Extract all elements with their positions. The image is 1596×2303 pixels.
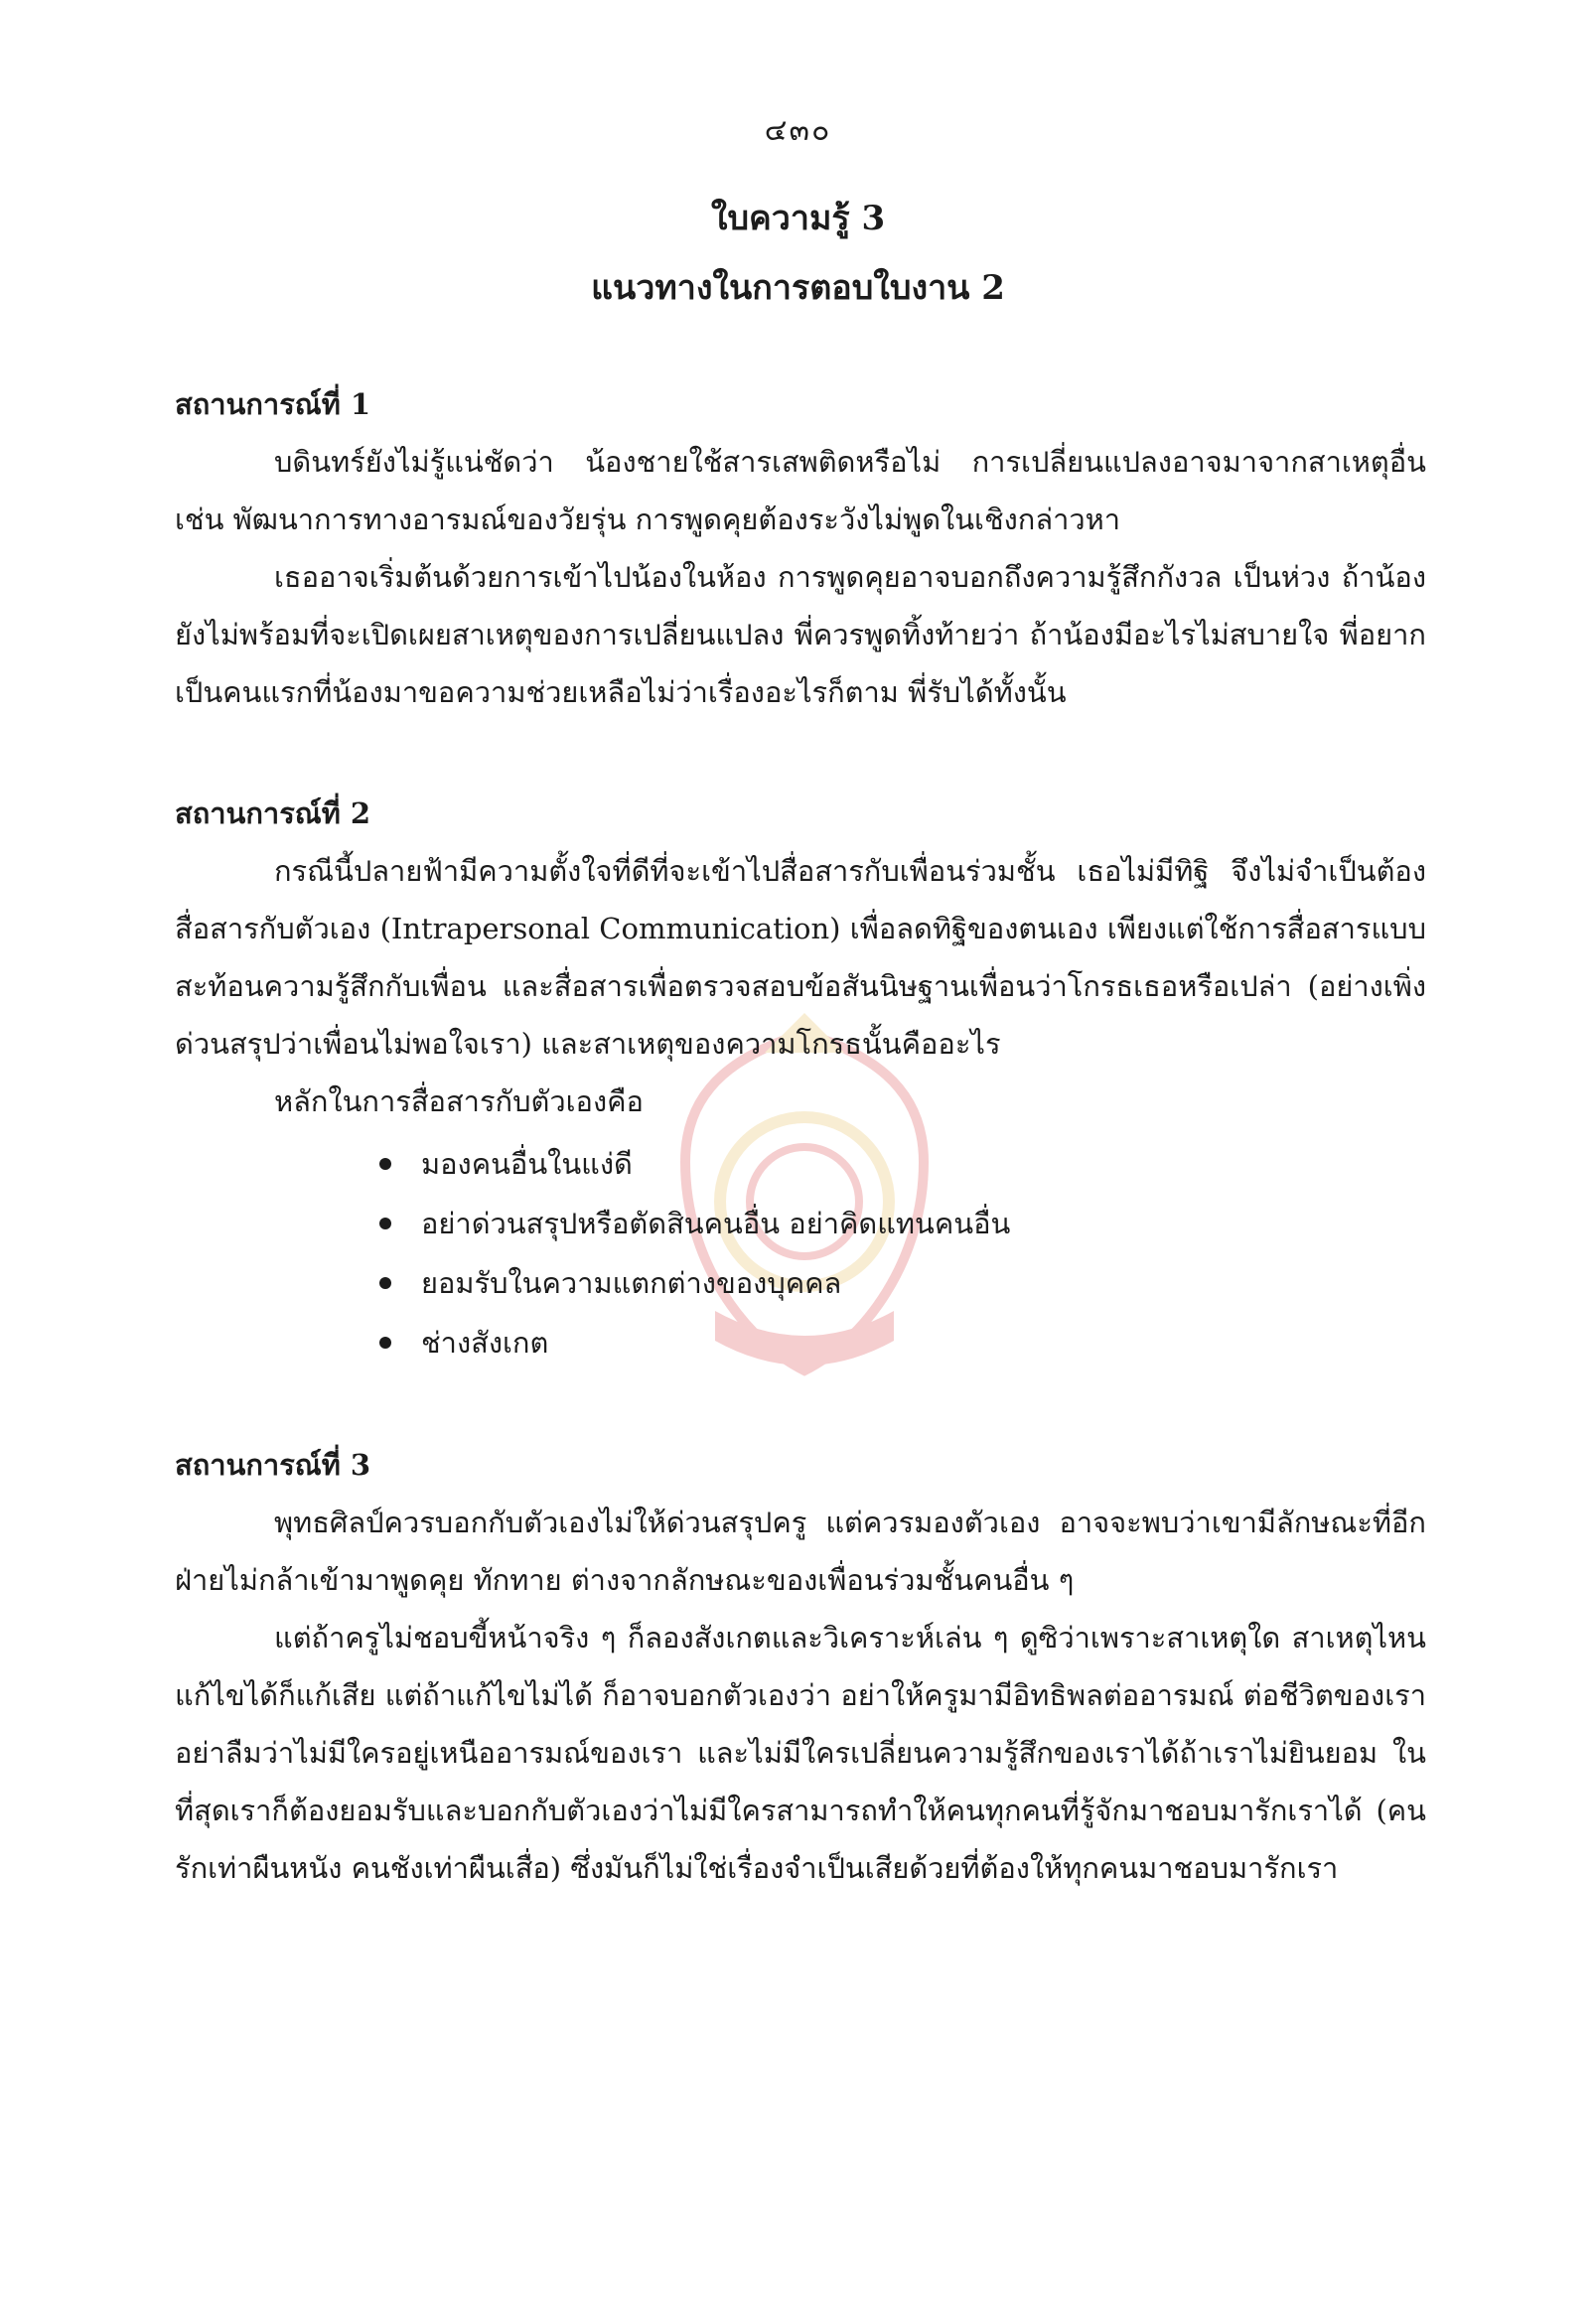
list-item: [379, 1313, 1426, 1372]
section-situation-2: [175, 785, 1426, 1372]
list-item-text: ช่างสังเกต: [421, 1326, 549, 1360]
document-subtitle: แนวทางในการตอบใบงาน 2: [591, 268, 1005, 308]
paragraph: แต่ถ้าครูไม่ชอบขี้หน้าจริง ๆ ก็ลองสังเกตและวิเคราะห์เล่น ๆ ดูซิว่าเพราะสาเหตุใด สาเหตุไหนแก้ไขได้ก็แก้เสีย แต่ถ้าแก้ไขไม่ได้ ก็อาจบอกตัวเองว่า อย่าให้ครูมามีอิทธิพลต่ออารมณ์ ต่อชีวิตของเรา อย่าลืมว่าไม่มีใครอยู่เหนืออารมณ์ของเรา และไม่มีใครเปลี่ยนความรู้สึกของเราได้ถ้าเราไม่ยินยอม ในที่สุดเราก็ต้องยอมรับและบอกกับตัวเองว่าไม่มีใครสามารถทำให้คนทุกคนที่รู้จักมาชอบมารักเราได้ (คนรักเท่าผืนหนัง คนชังเท่าผืนเสื่อ) ซึ่งมันก็ไม่ใช่เรื่องจำเป็นเสียด้วยที่ต้องให้ทุกคนมาชอบมารักเรา: [175, 1621, 1426, 1885]
list-lead: หลักในการสื่อสารกับตัวเองคือ: [274, 1084, 644, 1118]
bullet-icon: [379, 1158, 391, 1170]
bullet-icon: [379, 1277, 391, 1289]
section-situation-1: [175, 375, 1426, 721]
list-item: [379, 1253, 1426, 1313]
paragraph: กรณีนี้ปลายฟ้ามีความตั้งใจที่ดีที่จะเข้าไปสื่อสารกับเพื่อนร่วมชั้น เธอไม่มีทิฐิ จึงไม่จำเป็นต้องสื่อสารกับตัวเอง (Intrapersonal Communication) เพื่อลดทิฐิของตนเอง เพียงแต่ใช้การสื่อสารแบบสะท้อนความรู้สึกกับเพื่อน และสื่อสารเพื่อตรวจสอบข้อสันนิษฐานเพื่อนว่าโกรธเธอหรือเปล่า (อย่างเพิ่งด่วนสรุปว่าเพื่อนไม่พอใจเรา) และสาเหตุของความโกรธนั้นคืออะไร: [175, 854, 1426, 1061]
paragraph: พุทธศิลป์ควรบอกกับตัวเองไม่ให้ด่วนสรุปครู แต่ควรมองตัวเอง อาจจะพบว่าเขามีลักษณะที่อีกฝ่ายไม่กล้าเข้ามาพูดคุย ทักทาย ต่างจากลักษณะของเพื่อนร่วมชั้นคนอื่น ๆ: [175, 1506, 1426, 1597]
section-situation-3: [175, 1436, 1426, 1897]
section-heading: สถานการณ์ที่ 3: [175, 1448, 371, 1482]
principles-list: [175, 1134, 1426, 1372]
bullet-icon: [379, 1337, 391, 1349]
list-item-text: อย่าด่วนสรุปหรือตัดสินคนอื่น อย่าคิดแทนคนอื่น: [421, 1207, 1011, 1240]
section-heading: สถานการณ์ที่ 1: [175, 387, 371, 421]
document-title: ใบความรู้ 3: [710, 199, 886, 238]
paragraph: บดินทร์ยังไม่รู้แน่ชัดว่า น้องชายใช้สารเสพติดหรือไม่ การเปลี่ยนแปลงอาจมาจากสาเหตุอื่น เช่น พัฒนาการทางอารมณ์ของวัยรุ่น การพูดคุยต้องระวังไม่พูดในเชิงกล่าวหา: [175, 445, 1426, 536]
list-item: [379, 1194, 1426, 1253]
section-heading: สถานการณ์ที่ 2: [175, 796, 371, 830]
list-item-text: มองคนอื่นในแง่ดี: [421, 1147, 633, 1181]
document-body: [175, 375, 1426, 1960]
list-item: [379, 1134, 1426, 1194]
list-item-text: ยอมรับในความแตกต่างของบุคคล: [421, 1266, 842, 1300]
page-number: ๔๓๐: [764, 113, 832, 148]
bullet-icon: [379, 1218, 391, 1229]
paragraph: เธออาจเริ่มต้นด้วยการเข้าไปน้องในห้อง การพูดคุยอาจบอกถึงความรู้สึกกังวล เป็นห่วง ถ้าน้องยังไม่พร้อมที่จะเปิดเผยสาเหตุของการเปลี่ยนแปลง พี่ควรพูดทิ้งท้ายว่า ถ้าน้องมีอะไรไม่สบายใจ พี่อยากเป็นคนแรกที่น้องมาขอความช่วยเหลือไม่ว่าเรื่องอะไรก็ตาม พี่รับได้ทั้งนั้น: [175, 560, 1426, 709]
